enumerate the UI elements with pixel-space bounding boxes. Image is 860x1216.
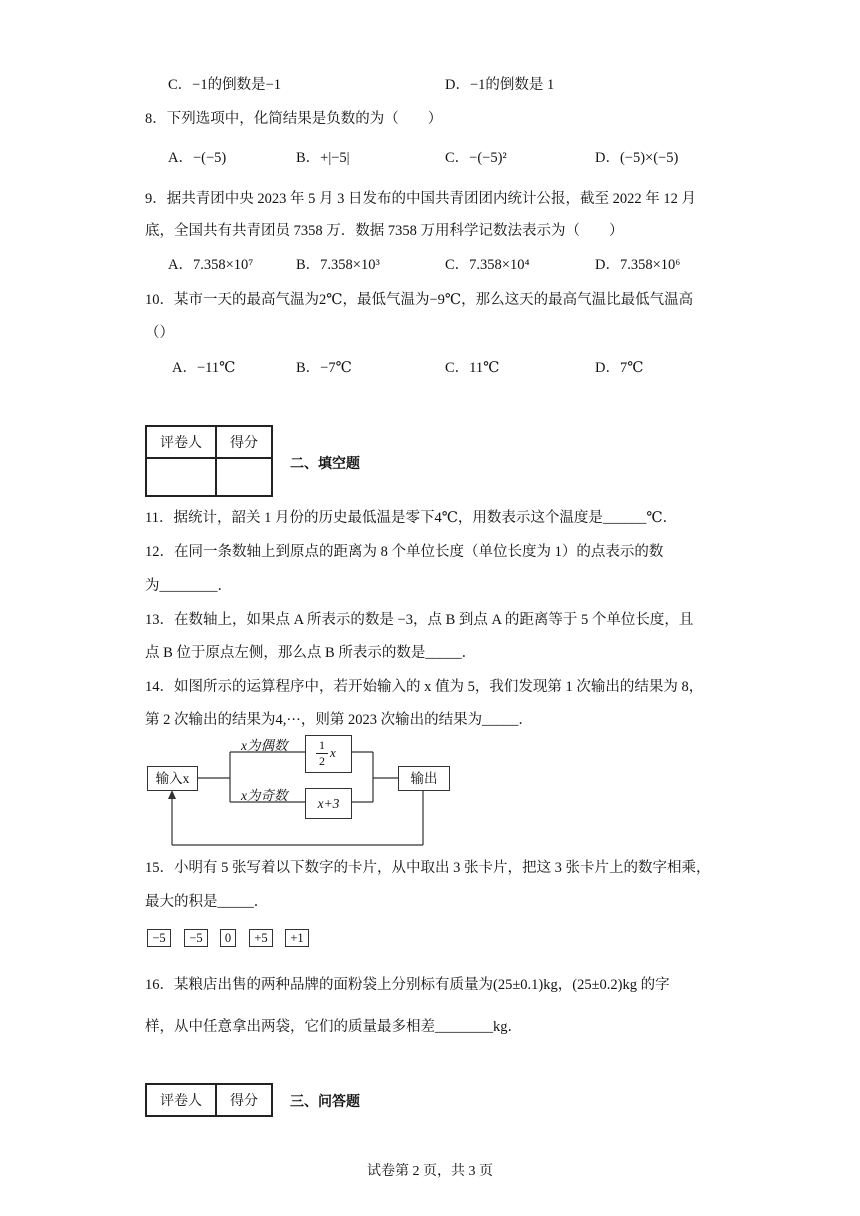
number-card: +1 (285, 929, 309, 947)
q10-option-b: B．−7℃ (296, 360, 352, 376)
score-header: 得分 (216, 1084, 272, 1116)
q10-option-a: A．−11℃ (172, 360, 236, 376)
flow-even-op-box (305, 735, 352, 773)
flow-input-label: 输入x (155, 771, 190, 786)
q14-line2: 第 2 次输出的结果为4,···，则第 2023 次输出的结果为_____． (145, 712, 533, 728)
flow-odd-op-box (305, 788, 352, 819)
section2-title: 二、填空题 (290, 456, 360, 472)
q8-option-d: D．(−5)×(−5) (595, 150, 679, 166)
q7-option-c: C．−1的倒数是−1 (168, 77, 282, 93)
q10-option-d: D．7℃ (595, 360, 644, 376)
q12-line2: 为________． (145, 578, 232, 594)
q9-line2: 底，全国共有共青团员 7358 万．数据 7358 万用科学记数法表示为（ ） (145, 223, 624, 239)
q14-line1: 14．如图所示的运算程序中，若开始输入的 x 值为 5，我们发现第 1 次输出的结果为 8， (145, 679, 704, 695)
flow-output-box (398, 766, 450, 791)
q8-option-c: C．−(−5)² (445, 150, 507, 166)
q7-option-d: D．−1的倒数是 1 (445, 77, 555, 93)
q9-option-b: B．7.358×10³ (296, 257, 380, 273)
page-footer: 试卷第 2 页，共 3 页 (367, 1164, 493, 1179)
number-card: −5 (147, 929, 171, 947)
flow-odd-label: x为奇数 (241, 788, 288, 803)
q13-line2: 点 B 位于原点左侧，那么点 B 所表示的数是_____． (145, 645, 477, 661)
fraction-denominator: 2 (319, 754, 325, 768)
number-card: +5 (249, 929, 273, 947)
section3-title: 三、问答题 (290, 1094, 360, 1110)
q8-option-b: B．+|−5| (296, 150, 350, 166)
flow-odd-op: x+3 (317, 796, 340, 811)
fraction-variable: x (330, 745, 336, 760)
grade-table-section3 (145, 1083, 273, 1117)
q11-text: 11．据统计，韶关 1 月份的历史最低温是零下4℃，用数表示这个温度是______℃． (145, 510, 678, 526)
number-card: 0 (220, 929, 236, 947)
number-card: −5 (184, 929, 208, 947)
q10-line2: （） (145, 325, 174, 341)
q8-stem: 8．下列选项中，化简结果是负数的为（ ） (145, 111, 443, 127)
q8-option-a: A．−(−5) (168, 150, 227, 166)
q9-line1: 9．据共青团中央 2023 年 5 月 3 日发布的中国共青团团内统计公报，截至 2022 年 12 月 (145, 191, 696, 207)
q10-option-c: C．11℃ (445, 360, 500, 376)
q9-option-d: D．7.358×10⁶ (595, 257, 681, 273)
flow-input-box (147, 766, 198, 791)
q9-option-c: C．7.358×10⁴ (445, 257, 530, 273)
q12-line1: 12．在同一条数轴上到原点的距离为 8 个单位长度（单位长度为 1）的点表示的数 (145, 544, 664, 560)
q16-line2: 样，从中任意拿出两袋，它们的质量最多相差________kg． (145, 1019, 522, 1035)
score-header: 得分 (216, 426, 272, 458)
fraction-numerator: 1 (319, 738, 325, 752)
q9-option-a: A．7.358×10⁷ (168, 257, 254, 273)
q15-line2: 最大的积是_____． (145, 894, 269, 910)
flow-even-label: x为偶数 (241, 738, 288, 753)
q13-line1: 13．在数轴上，如果点 A 所表示的数是 −3，点 B 到点 A 的距离等于 5 个单位长度，且 (145, 612, 694, 628)
q10-line1: 10．某市一天的最高气温为2℃，最低气温为−9℃，那么这天的最高气温比最低气温高 (145, 292, 694, 308)
arrowhead-icon (168, 790, 176, 799)
q15-line1: 15．小明有 5 张写着以下数字的卡片，从中取出 3 张卡片，把这 3 张卡片上的数字相乘， (145, 860, 711, 876)
q16-line1: 16．某粮店出售的两种品牌的面粉袋上分别标有质量为(25±0.1)kg，(25±0.2)kg 的字 (145, 977, 670, 993)
grader-header: 评卷人 (146, 1084, 216, 1116)
grader-header: 评卷人 (146, 426, 216, 458)
flow-output-label: 输出 (410, 771, 438, 786)
